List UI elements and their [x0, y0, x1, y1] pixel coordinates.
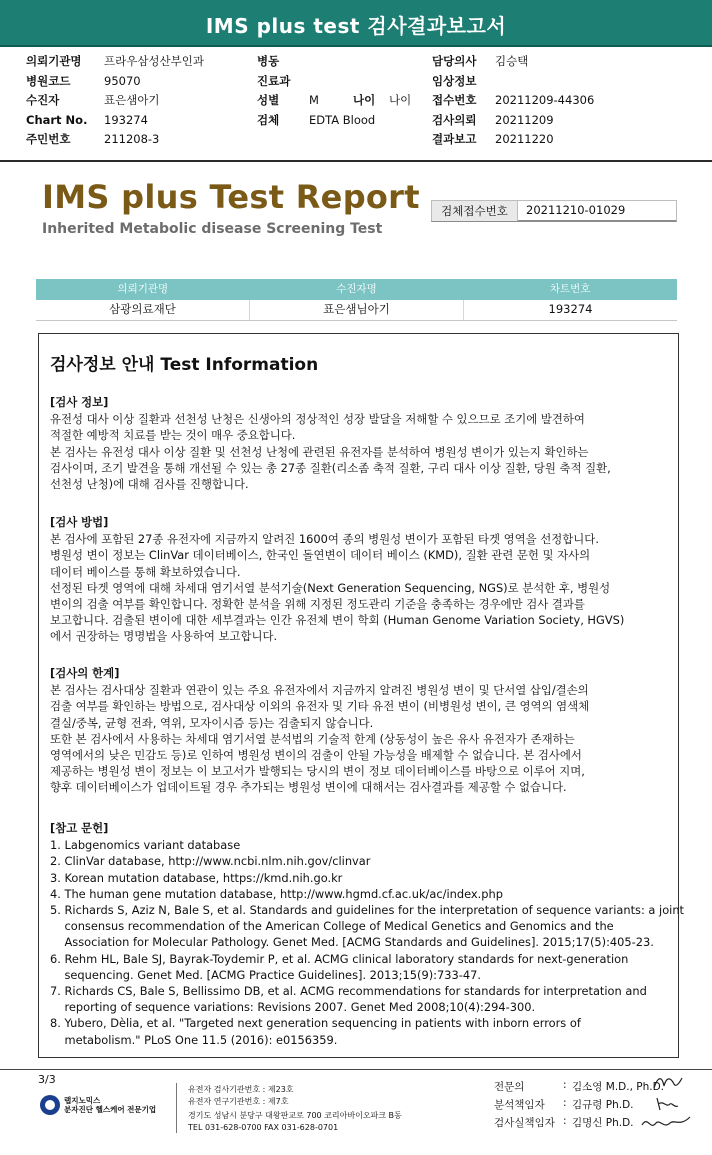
report-subtitle: Inherited Metabolic disease Screening Test — [42, 221, 383, 237]
footer-separator — [176, 1083, 177, 1133]
accession-value: 20211210-01029 — [526, 203, 626, 217]
footer-info-line: 유전자 검사기관번호 : 제23호 — [188, 1085, 294, 1094]
reference-line: 2. ClinVar database, http://www.ncbi.nlm.nih.gov/clinvar — [50, 854, 371, 869]
info-row — [432, 130, 682, 150]
section-text-line: 데이터 베이스를 통해 확보하였습니다. — [50, 564, 241, 579]
reference-line: 7. Richards CS, Bale S, Bellissimo DB, et al. ACMG recommendations for standards for interpretation and — [50, 984, 647, 999]
references-title: [참고 문헌] — [50, 821, 109, 835]
page-number: 3/3 — [38, 1073, 56, 1086]
info-label: 병원코드 — [26, 73, 71, 88]
sex-label: 성별 — [257, 93, 280, 107]
patient-info-col1 — [26, 52, 236, 150]
test-information-heading: 검사정보 안내 Test Information — [50, 355, 319, 375]
reference-line: 6. Rehm HL, Bale SJ, Bayrak-Toydemir P, et al. ACMG clinical laboratory standards for next-generation — [50, 951, 629, 966]
info-label: Chart No. — [26, 112, 88, 127]
patient-info-col2 — [257, 52, 427, 130]
section-text-line: 에서 권장하는 명명법을 사용하여 보고합니다. — [50, 629, 278, 644]
report-header-bar — [0, 0, 712, 47]
signature-2-icon — [654, 1094, 684, 1114]
info-row — [26, 130, 236, 150]
test-information-box — [38, 333, 685, 1058]
section-title: [검사 정보] — [50, 395, 109, 409]
info-row — [26, 91, 236, 111]
dept-label: 진료과 — [257, 73, 291, 88]
summary-table — [36, 279, 677, 321]
section-text-line: 보고합니다. 검출된 변이에 대한 세부결과는 인간 유전체 변이 학회 (Human Genome Variation Society, HGVS) — [50, 613, 625, 628]
table-header: 의뢰기관명 — [117, 283, 169, 295]
info-value: 20211209-44306 — [495, 93, 595, 107]
info-value: 20211220 — [495, 132, 554, 146]
section-divider — [0, 152, 712, 162]
reference-line: 4. The human gene mutation database, http://www.hgmd.cf.ac.uk/ac/index.php — [50, 886, 503, 901]
reference-line: 1. Labgenomics variant database — [50, 838, 241, 853]
specimen-value: EDTA Blood — [309, 112, 376, 127]
report-title: IMS plus Test Report — [42, 178, 420, 216]
ward-label: 병동 — [257, 54, 280, 68]
section-text-line: 또한 본 검사에서 사용하는 차세대 염기서열 분석법의 기술적 한계 (상동성이 높은 유사 유전자가 존재하는 — [50, 731, 575, 746]
section-text-line: 영역에서의 낮은 민감도 등)로 인하여 병원성 변이의 검출이 안될 가능성을 배제할 수 없습니다. 본 검사에서 — [50, 748, 582, 763]
info-row — [432, 111, 682, 131]
signer-sep: : — [563, 1115, 567, 1127]
section-text-line: 검사이며, 조기 발견을 통해 개선될 수 있는 총 27종 질환(리소좀 축적 질환, 구리 대사 이상 질환, 당원 축적 질환, — [50, 460, 611, 475]
logo-tagline: 분자진단 헬스케어 전문기업 — [64, 1105, 157, 1114]
reference-line: reporting of sequence variations: Revisions 2007. Genet Med 2008;10(4):294-300. — [50, 1000, 536, 1015]
section-test-limits — [50, 665, 670, 796]
section-text-line: 선천성 난청)에 대해 검사를 진행합니다. — [50, 477, 249, 492]
labgenomics-logo-icon — [40, 1095, 60, 1115]
footer-info-line: 유전자 연구기관번호 : 제7호 — [188, 1097, 289, 1106]
section-text-line: 병원성 변이 정보는 ClinVar 데이터베이스, 한국인 돌연변이 데이터 베이스 (KMD), 질환 관련 문헌 및 자사의 — [50, 548, 591, 563]
signature-3-icon — [640, 1113, 692, 1133]
sex-value: M — [309, 93, 319, 107]
report-header-title: IMS plus test 검사결과보고서 — [205, 14, 507, 38]
signer-name: 김규령 Ph.D. — [572, 1099, 634, 1111]
info-row — [432, 91, 682, 111]
info-value: 표은샘아기 — [104, 93, 160, 107]
table-cell: 표은샘님아기 — [250, 300, 464, 320]
info-value: 193274 — [104, 112, 148, 127]
section-text-line: 적절한 예방적 치료를 받는 것이 매우 중요합니다. — [50, 428, 296, 443]
section-title: [검사의 한계] — [50, 666, 120, 680]
info-value: 211208-3 — [104, 132, 160, 146]
info-label: 검사의뢰 — [432, 112, 477, 127]
signer-role: 전문의 — [494, 1081, 525, 1093]
info-label: 담당의사 — [432, 54, 477, 68]
section-text-line: 변이의 검출 여부를 확인합니다. 정확한 분석을 위해 지정된 정도관리 기준을 충족하는 경우에만 검사 결과를 — [50, 597, 585, 612]
info-label: 결과보고 — [432, 132, 477, 146]
section-text-line: 검출 여부를 확인하는 방법으로, 검사대상 이외의 유전자 및 기타 유전 변이 (비병원성 변이, 큰 영역의 염색체 — [50, 699, 590, 714]
section-references — [50, 820, 685, 1048]
accession-box — [431, 200, 677, 222]
signer-name: 김소영 M.D., Ph.D. — [572, 1081, 665, 1093]
info-label: 수진자 — [26, 93, 60, 107]
section-text-line: 향후 데이터베이스가 업데이트될 경우 추가되는 병원성 변이에 대해서는 검사결과를 제공할 수 없습니다. — [50, 780, 567, 795]
section-text-line: 본 검사에 포함된 27종 유전자에 지금까지 알려진 1600여 종의 병원성 변이가 포함된 타겟 영역을 선정합니다. — [50, 532, 599, 547]
section-text-line: 제공하는 병원성 변이 정보는 이 보고서가 발행되는 당시의 변이 정보 데이터베이스를 바탕으로 이루어 지며, — [50, 764, 585, 779]
reference-line: 5. Richards S, Aziz N, Bale S, et al. Standards and guidelines for the interpretation of sequence variants: a joint — [50, 903, 685, 918]
info-label: 주민번호 — [26, 132, 71, 146]
reference-line: sequencing. Genet Med. [ACMG Practice Guidelines]. 2013;15(9):733-47. — [50, 967, 481, 982]
age-label: 나이 — [353, 93, 376, 107]
info-value: 김승택 — [495, 54, 529, 68]
section-text-line: 선정된 타겟 영역에 대해 차세대 염기서열 분석기술(Next Generation Sequencing, NGS)로 분석한 후, 병원성 — [50, 580, 611, 595]
footer-info-line: TEL 031-628-0700 FAX 031-628-0701 — [188, 1123, 339, 1132]
signer-name: 김명신 Ph.D. — [572, 1117, 634, 1129]
info-label: 의뢰기관명 — [26, 54, 82, 68]
age-value: 나이 — [389, 93, 412, 107]
info-row — [26, 111, 236, 131]
info-label: 접수번호 — [432, 93, 477, 107]
section-test-info — [50, 394, 670, 492]
patient-info-col3 — [432, 52, 682, 150]
section-test-method — [50, 514, 670, 645]
signature-1-icon — [652, 1072, 684, 1094]
signer-sep: : — [563, 1097, 567, 1109]
table-cell: 193274 — [548, 302, 593, 316]
section-title: [검사 방법] — [50, 515, 109, 529]
info-value: 95070 — [104, 73, 141, 88]
signer-role: 분석책임자 — [494, 1099, 545, 1111]
info-row — [26, 52, 236, 72]
reference-line: metabolism." PLoS One 11.5 (2016): e0156359. — [50, 1032, 338, 1047]
info-row — [432, 52, 682, 72]
section-text-line: 결실/중복, 균형 전좌, 역위, 모자이시즘 등)는 검출되지 않습니다. — [50, 715, 374, 730]
signer-sep: : — [563, 1079, 567, 1091]
info-value: 20211209 — [495, 112, 554, 127]
signer-role: 검사실책임자 — [494, 1117, 555, 1129]
accession-label: 검체접수번호 — [432, 201, 518, 221]
section-text-line: 유전성 대사 이상 질환과 선천성 난청은 신생아의 정상적인 성장 발달을 저해할 수 있으므로 조기에 발견하여 — [50, 412, 585, 427]
reference-line: consensus recommendation of the American College of Medical Genetics and Genomics and the — [50, 919, 614, 934]
reference-line: 8. Yubero, Dèlia, et al. "Targeted next generation sequencing in patients with inborn errors of — [50, 1016, 581, 1031]
specimen-label: 검체 — [257, 112, 280, 127]
info-row — [26, 72, 236, 92]
info-label: 임상정보 — [432, 73, 477, 88]
section-text-line: 본 검사는 검사대상 질환과 연관이 있는 주요 유전자에서 지금까지 알려진 병원성 변이 및 단서열 삽입/결손의 — [50, 683, 589, 698]
reference-line: 3. Korean mutation database, https://kmd.nih.go.kr — [50, 870, 343, 885]
footer-info-line: 경기도 성남시 분당구 대왕판교로 700 코리아바이오파크 B동 — [188, 1111, 402, 1120]
table-header: 수진자명 — [336, 283, 377, 295]
info-row — [432, 72, 682, 92]
section-text-line: 본 검사는 유전성 대사 이상 질환 및 선천성 난청에 관련된 유전자를 분석하여 병원성 변이가 있는지 확인하는 — [50, 444, 589, 459]
reference-line: Association for Molecular Pathology. Genet Med. [ACMG Standards and Guidelines]. 2015;17(5):405-23. — [50, 935, 654, 950]
logo-name: 랩지노믹스 — [64, 1096, 101, 1105]
table-cell: 삼광의료재단 — [36, 300, 250, 320]
info-value: 프라우삼성산부인과 — [104, 54, 204, 68]
table-header: 차트번호 — [549, 283, 591, 295]
